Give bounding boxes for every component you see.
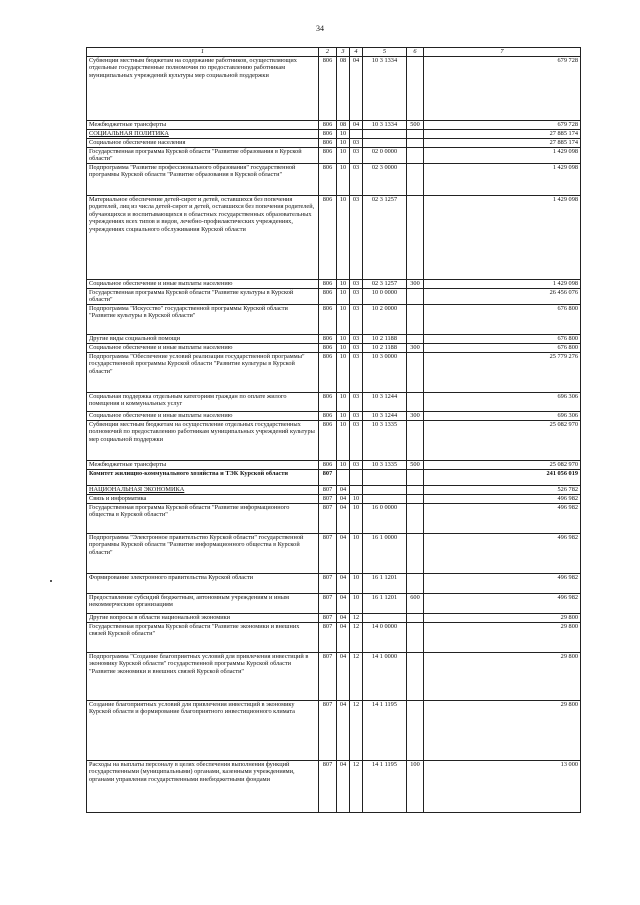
cell-target-article: 16 1 0000 [363,534,407,574]
cell-expense-type [407,701,424,761]
cell-subsection: 03 [350,461,363,470]
cell-section: 10 [337,196,350,280]
cell-section: 10 [337,335,350,344]
cell-grbs: 806 [319,148,337,164]
cell-subsection: 12 [350,623,363,653]
cell-name: Межбюджетные трансферты [87,461,319,470]
cell-subsection: 10 [350,534,363,574]
cell-name: Подпрограмма "Электронное правительство Курской области" государственной программы Курской области "Развитие информационного общества в Курской области" [87,534,319,574]
cell-subsection: 03 [350,412,363,421]
cell-subsection: 03 [350,421,363,461]
cell-target-article: 10 3 1335 [363,461,407,470]
header-col-7: 7 [424,48,581,57]
cell-name: Создание благоприятных условий для привлечения инвестиций в экономику Курской области и формирование благоприятного инвестиционного климата [87,701,319,761]
cell-section: 10 [337,164,350,196]
cell-subsection: 03 [350,148,363,164]
cell-name: Предоставление субсидий бюджетным, автономным учреждениям и иным некоммерческим организациям [87,594,319,614]
cell-expense-type: 300 [407,344,424,353]
cell-section: 10 [337,421,350,461]
cell-expense-type [407,130,424,139]
cell-grbs: 807 [319,574,337,594]
cell-amount: 29 800 [424,701,581,761]
cell-expense-type [407,653,424,701]
table-row [87,574,581,594]
cell-grbs: 806 [319,121,337,130]
cell-section: 10 [337,393,350,412]
cell-target-article: 10 0 0000 [363,289,407,305]
cell-name: Связь и информатика [87,495,319,504]
cell-name: Формирование электронного правительства Курской области [87,574,319,594]
cell-grbs: 806 [319,289,337,305]
cell-expense-type [407,196,424,280]
cell-grbs: 806 [319,421,337,461]
cell-section: 10 [337,353,350,393]
cell-grbs: 807 [319,534,337,574]
cell-target-article [363,614,407,623]
cell-target-article: 14 1 1195 [363,761,407,813]
header-col-1: 1 [87,48,319,57]
cell-amount: 25 082 970 [424,421,581,461]
cell-section [337,470,350,486]
cell-name: Государственная программа Курской области "Развитие экономики и внешних связей Курской области" [87,623,319,653]
cell-expense-type: 300 [407,280,424,289]
table-row [87,305,581,335]
cell-name: Подпрограмма "Обеспечение условий реализации государственной программы" государственной программы Курской области "Развитие культуры в Курской области" [87,353,319,393]
cell-grbs: 807 [319,761,337,813]
table-row [87,534,581,574]
table-row [87,653,581,701]
cell-name: Социальное обеспечение и иные выплаты населению [87,280,319,289]
cell-grbs: 806 [319,412,337,421]
cell-name: Материальное обеспечение детей-сирот и детей, оставшихся без попечения родителей, лиц из числа детей-сирот и детей, оставшихся без попечения родителей, обучающихся и воспитывающихся в областных государственных образовательных учреждениях всех типов и видов, лечебно-профилактических учреждениях, учреждениях социального обслуживания Курской области [87,196,319,280]
cell-expense-type [407,504,424,534]
cell-target-article [363,486,407,495]
cell-target-article: 16 1 1201 [363,574,407,594]
cell-amount: 29 800 [424,623,581,653]
cell-name: Государственная программа Курской области "Развитие культуры в Курской области" [87,289,319,305]
cell-amount: 1 429 098 [424,280,581,289]
cell-grbs: 807 [319,614,337,623]
cell-name: Подпрограмма "Искусство" государственной программы Курской области "Развитие культуры в Курской области" [87,305,319,335]
table-header-row [87,48,581,57]
cell-subsection: 10 [350,594,363,614]
header-col-2: 2 [319,48,337,57]
table-row [87,289,581,305]
cell-subsection [350,130,363,139]
cell-grbs: 807 [319,470,337,486]
cell-section: 04 [337,614,350,623]
cell-amount: 679 728 [424,121,581,130]
cell-subsection: 03 [350,335,363,344]
cell-name: Субвенции местным бюджетам на содержание работников, осуществляющих отдельные государственные полномочия по предоставлению работникам муниципальных учреждений культуры мер социальной поддержки [87,57,319,121]
cell-target-article: 10 2 1188 [363,344,407,353]
cell-subsection: 04 [350,121,363,130]
cell-section: 04 [337,504,350,534]
cell-target-article: 10 3 1335 [363,421,407,461]
cell-name: Государственная программа Курской области "Развитие информационного общества в Курской области" [87,504,319,534]
cell-section: 10 [337,305,350,335]
cell-target-article: 10 2 1188 [363,335,407,344]
cell-expense-type [407,57,424,121]
cell-name: Социальное обеспечение и иные выплаты населению [87,344,319,353]
cell-target-article: 16 1 1201 [363,594,407,614]
table-row [87,701,581,761]
cell-target-article: 14 0 0000 [363,623,407,653]
cell-grbs: 806 [319,335,337,344]
header-col-5: 5 [363,48,407,57]
table-row [87,344,581,353]
cell-section: 04 [337,534,350,574]
cell-grbs: 806 [319,139,337,148]
cell-subsection: 10 [350,504,363,534]
cell-grbs: 806 [319,461,337,470]
cell-name: Подпрограмма "Создание благоприятных условий для привлечения инвестиций в экономику Курской области" государственной программы Курской области "Развитие экономики и внешних связей Курской области" [87,653,319,701]
cell-section: 10 [337,139,350,148]
cell-subsection: 03 [350,164,363,196]
cell-section: 10 [337,412,350,421]
cell-subsection [350,470,363,486]
cell-section: 04 [337,486,350,495]
cell-section: 08 [337,57,350,121]
cell-section: 10 [337,289,350,305]
cell-subsection: 03 [350,196,363,280]
cell-target-article: 10 3 0000 [363,353,407,393]
cell-name: СОЦИАЛЬНАЯ ПОЛИТИКА [87,130,319,139]
cell-name: Другие вопросы в области национальной экономики [87,614,319,623]
table-row [87,393,581,412]
cell-expense-type [407,614,424,623]
cell-section: 04 [337,701,350,761]
cell-amount: 29 800 [424,614,581,623]
cell-name: Социальное обеспечение населения [87,139,319,148]
cell-section: 04 [337,495,350,504]
cell-amount: 676 800 [424,344,581,353]
cell-target-article: 02 0 0000 [363,148,407,164]
table-row [87,335,581,344]
cell-target-article [363,130,407,139]
cell-expense-type [407,421,424,461]
cell-expense-type [407,289,424,305]
cell-amount: 1 429 098 [424,148,581,164]
table-row [87,504,581,534]
cell-amount: 526 782 [424,486,581,495]
cell-name: Подпрограмма "Развитие профессионального образования" государственной программы Курской области "Развитие образования в Курской области" [87,164,319,196]
cell-expense-type [407,164,424,196]
cell-amount: 496 982 [424,504,581,534]
cell-target-article [363,139,407,148]
cell-amount: 26 456 076 [424,289,581,305]
cell-amount: 696 306 [424,393,581,412]
cell-section: 04 [337,761,350,813]
cell-name: Государственная программа Курской области "Развитие образования в Курской области" [87,148,319,164]
cell-subsection: 03 [350,280,363,289]
cell-target-article: 14 1 0000 [363,653,407,701]
cell-expense-type [407,148,424,164]
cell-grbs: 806 [319,353,337,393]
cell-expense-type: 500 [407,461,424,470]
cell-subsection: 03 [350,305,363,335]
cell-grbs: 807 [319,623,337,653]
cell-amount: 496 982 [424,574,581,594]
cell-section: 04 [337,594,350,614]
cell-section: 10 [337,344,350,353]
cell-amount: 1 429 098 [424,196,581,280]
cell-amount: 679 728 [424,57,581,121]
cell-grbs: 807 [319,486,337,495]
cell-subsection: 03 [350,344,363,353]
cell-name: Расходы на выплаты персоналу в целях обеспечения выполнения функций государственными (муниципальными) органами, казенными учреждениями, органами управления государственными внебюджетными фондами [87,761,319,813]
cell-section: 04 [337,574,350,594]
cell-grbs: 806 [319,164,337,196]
cell-section: 08 [337,121,350,130]
cell-amount: 676 800 [424,335,581,344]
cell-section: 04 [337,653,350,701]
table-body [87,57,581,813]
cell-grbs: 806 [319,130,337,139]
cell-expense-type [407,495,424,504]
table-row [87,594,581,614]
scan-dot [50,580,52,582]
table-row [87,461,581,470]
header-col-6: 6 [407,48,424,57]
cell-expense-type: 500 [407,121,424,130]
cell-grbs: 806 [319,393,337,412]
cell-name: Межбюджетные трансферты [87,121,319,130]
cell-grbs: 807 [319,495,337,504]
table-row [87,412,581,421]
cell-section: 10 [337,280,350,289]
cell-name: Субвенции местным бюджетам на осуществление отдельных государственных полномочий по предоставлению работникам муниципальных учреждений культуры мер социальной поддержки [87,421,319,461]
table-row [87,470,581,486]
header-col-3: 3 [337,48,350,57]
cell-amount: 496 982 [424,495,581,504]
cell-amount: 29 800 [424,653,581,701]
cell-expense-type: 600 [407,594,424,614]
cell-subsection: 10 [350,574,363,594]
cell-section: 10 [337,130,350,139]
cell-expense-type [407,353,424,393]
table-row [87,130,581,139]
cell-subsection [350,486,363,495]
cell-subsection: 03 [350,353,363,393]
cell-target-article: 02 3 1257 [363,196,407,280]
cell-expense-type [407,393,424,412]
cell-expense-type [407,623,424,653]
table-row [87,486,581,495]
cell-section: 10 [337,461,350,470]
cell-subsection: 04 [350,57,363,121]
cell-target-article: 02 3 1257 [363,280,407,289]
table-row [87,614,581,623]
cell-name: Комитет жилищно-коммунального хозяйства и ТЭК Курской области [87,470,319,486]
cell-target-article: 10 3 1334 [363,57,407,121]
cell-grbs: 807 [319,701,337,761]
cell-subsection: 03 [350,289,363,305]
cell-amount: 496 982 [424,594,581,614]
page-number: 34 [316,24,324,33]
cell-name: НАЦИОНАЛЬНАЯ ЭКОНОМИКА [87,486,319,495]
cell-expense-type [407,305,424,335]
cell-expense-type [407,470,424,486]
table-row [87,57,581,121]
cell-subsection: 12 [350,701,363,761]
budget-table [86,47,581,813]
cell-amount: 13 000 [424,761,581,813]
cell-amount: 696 306 [424,412,581,421]
cell-target-article: 14 1 1195 [363,701,407,761]
cell-amount: 25 779 276 [424,353,581,393]
table-row [87,623,581,653]
cell-amount: 27 885 174 [424,130,581,139]
cell-name: Социальная поддержка отдельным категориям граждан по оплате жилого помещения и коммунальных услуг [87,393,319,412]
cell-grbs: 806 [319,280,337,289]
cell-name: Другие виды социальной помощи [87,335,319,344]
table-row [87,196,581,280]
table-row [87,495,581,504]
table-row [87,353,581,393]
cell-section: 10 [337,148,350,164]
header-col-4: 4 [350,48,363,57]
cell-target-article: 16 0 0000 [363,504,407,534]
cell-subsection: 12 [350,653,363,701]
cell-target-article [363,470,407,486]
cell-grbs: 807 [319,653,337,701]
cell-subsection: 03 [350,139,363,148]
cell-target-article: 10 3 1244 [363,412,407,421]
cell-grbs: 806 [319,344,337,353]
table-row [87,148,581,164]
table-row [87,139,581,148]
cell-target-article: 02 3 0000 [363,164,407,196]
cell-amount: 27 885 174 [424,139,581,148]
table-row [87,761,581,813]
cell-expense-type [407,139,424,148]
cell-section: 04 [337,623,350,653]
cell-expense-type: 300 [407,412,424,421]
cell-expense-type: 100 [407,761,424,813]
cell-target-article: 10 3 1244 [363,393,407,412]
cell-subsection: 12 [350,614,363,623]
cell-grbs: 806 [319,305,337,335]
cell-amount: 25 082 970 [424,461,581,470]
cell-amount: 241 056 019 [424,470,581,486]
table-row [87,164,581,196]
cell-amount: 676 800 [424,305,581,335]
cell-amount: 1 429 098 [424,164,581,196]
cell-expense-type [407,534,424,574]
cell-expense-type [407,335,424,344]
cell-grbs: 806 [319,196,337,280]
cell-target-article: 10 3 1334 [363,121,407,130]
cell-name: Социальное обеспечение и иные выплаты населению [87,412,319,421]
cell-subsection: 10 [350,495,363,504]
cell-amount: 496 982 [424,534,581,574]
cell-grbs: 806 [319,57,337,121]
table-row [87,280,581,289]
table-row [87,121,581,130]
table-row [87,421,581,461]
cell-target-article [363,495,407,504]
cell-expense-type [407,574,424,594]
cell-expense-type [407,486,424,495]
cell-subsection: 03 [350,393,363,412]
cell-target-article: 10 2 0000 [363,305,407,335]
cell-subsection: 12 [350,761,363,813]
cell-grbs: 807 [319,594,337,614]
cell-grbs: 807 [319,504,337,534]
